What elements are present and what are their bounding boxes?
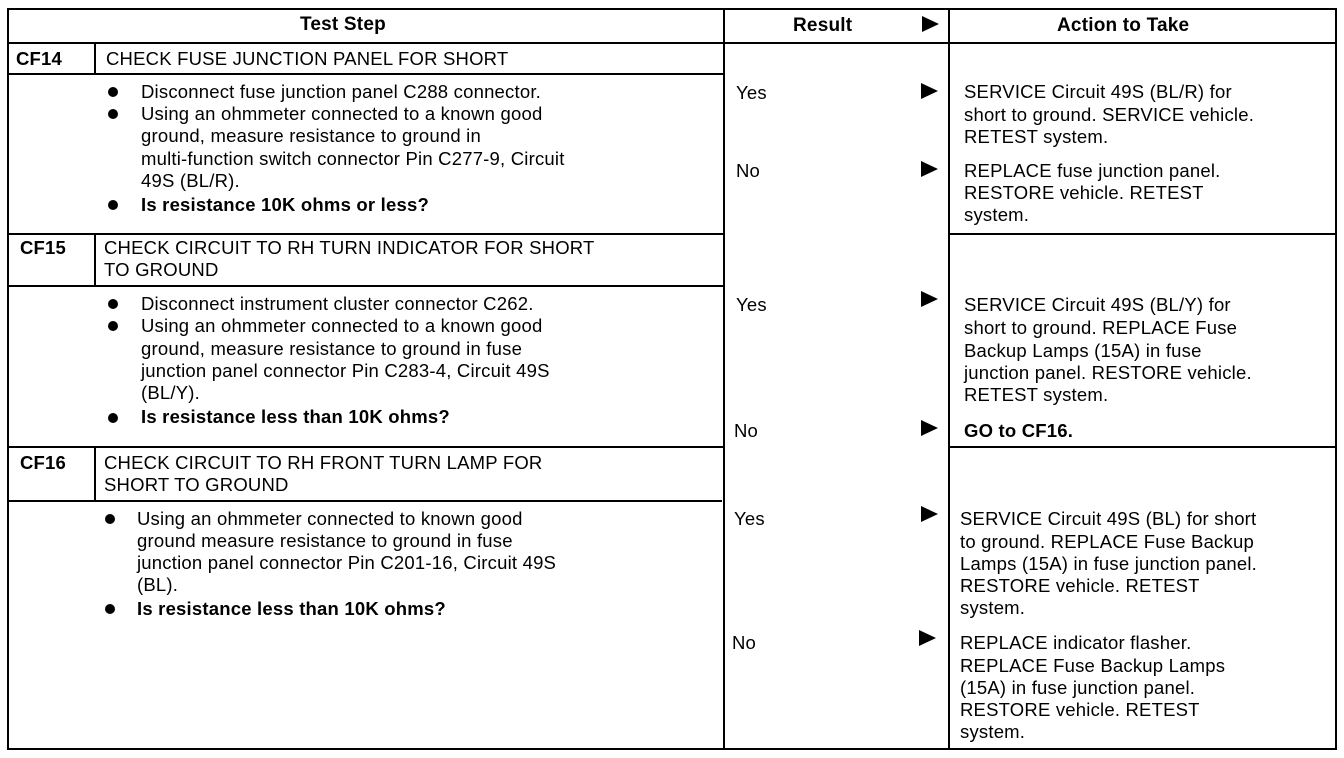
- step-id-cf14: CF14: [16, 48, 63, 69]
- result-no: No: [736, 160, 761, 181]
- column-divider-action: [948, 8, 950, 750]
- action-text: short to ground. SERVICE vehicle.: [964, 104, 1255, 125]
- action-text: REPLACE Fuse Backup Lamps: [960, 655, 1226, 676]
- result-no: No: [734, 420, 759, 441]
- step-title-cf15: TO GROUND: [104, 259, 219, 280]
- bullet-icon: [105, 514, 115, 524]
- row-rule-cf16: [7, 446, 725, 448]
- action-text: RETEST system.: [964, 384, 1109, 405]
- action-text: (15A) in fuse junction panel.: [960, 677, 1196, 698]
- step-text: ground measure resistance to ground in fuse: [137, 530, 513, 551]
- step-title-cf16: CHECK CIRCUIT TO RH FRONT TURN LAMP FOR: [104, 452, 543, 473]
- table-right-rule: [1335, 8, 1337, 750]
- action-text: SERVICE Circuit 49S (BL) for short: [960, 508, 1257, 529]
- result-yes: Yes: [736, 82, 767, 103]
- step-text: Using an ohmmeter connected to a known good: [141, 315, 543, 336]
- step-question: Is resistance 10K ohms or less?: [141, 194, 429, 215]
- step-text: ground, measure resistance to ground in fuse: [141, 338, 523, 359]
- action-text: short to ground. REPLACE Fuse: [964, 317, 1238, 338]
- step-title-cf15: CHECK CIRCUIT TO RH TURN INDICATOR FOR SHORT: [104, 237, 595, 258]
- title-rule-cf15: [7, 285, 725, 287]
- bullet-icon: [105, 604, 115, 614]
- row-rule-cf15: [7, 233, 725, 235]
- step-text: junction panel connector Pin C201-16, Circuit 49S: [137, 552, 557, 573]
- action-text: GO to CF16.: [964, 420, 1074, 441]
- column-divider-result: [723, 8, 725, 750]
- step-title-cf14: CHECK FUSE JUNCTION PANEL FOR SHORT: [106, 48, 509, 69]
- step-text: Using an ohmmeter connected to a known good: [141, 103, 543, 124]
- action-text: junction panel. RESTORE vehicle.: [964, 362, 1252, 383]
- header-result: Result: [793, 15, 853, 36]
- step-text: junction panel connector Pin C283-4, Circuit 49S: [141, 360, 550, 381]
- table-left-rule: [7, 8, 9, 750]
- bullet-icon: [108, 87, 118, 97]
- id-divider-cf14: [94, 44, 96, 74]
- table-top-rule: [7, 8, 1337, 10]
- step-text: multi-function switch connector Pin C277-9, Circuit: [141, 148, 565, 169]
- result-yes: Yes: [736, 294, 767, 315]
- step-text: Disconnect fuse junction panel C288 connector.: [141, 81, 542, 102]
- action-text: RESTORE vehicle. RETEST: [960, 699, 1200, 720]
- id-divider-cf15: [94, 235, 96, 286]
- action-text: system.: [960, 597, 1026, 618]
- step-text: (BL).: [137, 574, 179, 595]
- title-rule-cf14: [7, 73, 725, 75]
- arrow-icon: [921, 291, 938, 307]
- action-text: RESTORE vehicle. RETEST: [964, 182, 1204, 203]
- header-bottom-rule: [7, 42, 1337, 44]
- action-text: RESTORE vehicle. RETEST: [960, 575, 1200, 596]
- action-text: RETEST system.: [964, 126, 1109, 147]
- step-text: ground, measure resistance to ground in: [141, 125, 481, 146]
- step-id-cf15: CF15: [20, 237, 67, 258]
- action-text: SERVICE Circuit 49S (BL/R) for: [964, 81, 1232, 102]
- action-text: Lamps (15A) in fuse junction panel.: [960, 553, 1258, 574]
- step-title-cf16: SHORT TO GROUND: [104, 474, 289, 495]
- bullet-icon: [108, 413, 118, 423]
- action-text: SERVICE Circuit 49S (BL/Y) for: [964, 294, 1231, 315]
- step-text: Using an ohmmeter connected to known good: [137, 508, 523, 529]
- step-id-cf16: CF16: [20, 452, 67, 473]
- step-text: Disconnect instrument cluster connector C262.: [141, 293, 534, 314]
- step-question: Is resistance less than 10K ohms?: [141, 406, 450, 427]
- bullet-icon: [108, 200, 118, 210]
- action-text: Backup Lamps (15A) in fuse: [964, 340, 1202, 361]
- arrow-icon: [921, 420, 938, 436]
- step-question: Is resistance less than 10K ohms?: [137, 598, 446, 619]
- arrow-icon: [921, 83, 938, 99]
- id-divider-cf16: [94, 448, 96, 501]
- action-text: REPLACE indicator flasher.: [960, 632, 1192, 653]
- arrow-icon: [921, 506, 938, 522]
- step-text: 49S (BL/R).: [141, 170, 240, 191]
- arrow-icon: [921, 161, 938, 177]
- header-test-step: Test Step: [300, 14, 386, 35]
- bullet-icon: [108, 299, 118, 309]
- table-bottom-rule: [7, 748, 1337, 750]
- title-rule-cf16: [7, 500, 722, 502]
- row-rule-cf16-action: [950, 446, 1337, 448]
- action-text: system.: [960, 721, 1026, 742]
- bullet-icon: [108, 109, 118, 119]
- row-rule-cf15-action: [950, 233, 1337, 235]
- action-text: to ground. REPLACE Fuse Backup: [960, 531, 1254, 552]
- result-no: No: [732, 632, 757, 653]
- step-text: (BL/Y).: [141, 382, 200, 403]
- action-text: REPLACE fuse junction panel.: [964, 160, 1221, 181]
- header-arrow-icon: [922, 16, 939, 32]
- action-text: system.: [964, 204, 1030, 225]
- header-action: Action to Take: [1057, 15, 1190, 36]
- bullet-icon: [108, 321, 118, 331]
- result-yes: Yes: [734, 508, 765, 529]
- arrow-icon: [919, 630, 936, 646]
